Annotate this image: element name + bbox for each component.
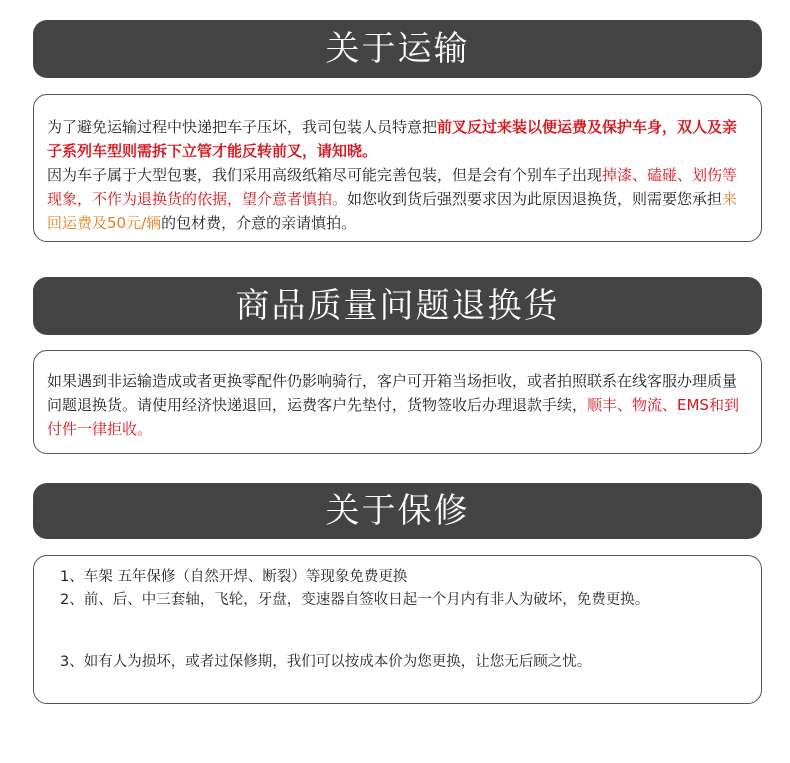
warranty-notice-box [33,555,762,704]
section-header-warranty [33,483,762,539]
warranty-item-2: 2、前、后、中三套轴，飞轮，牙盘，变速器自签收日起一个月内有非人为破坏，免费更换。 [60,592,650,608]
warranty-item-3: 3、如有人为损坏，或者过保修期，我们可以按成本价为您更换，让您无后顾之忧。 [60,654,592,670]
shipping-highlight-fork: 前叉反过来装以便运费及保护车身，双人及亲子系列车型则需拆下立管才能反转前叉，请知晓。 [47,118,738,160]
section-title-returns: 商品质量问题退换货 [235,286,560,326]
returns-paragraph [47,369,745,441]
warranty-item-1: 1、车架 五年保修（自然开焊、断裂）等现象免费更换 [60,569,408,585]
section-title-warranty: 关于保修 [325,491,470,531]
returns-text: 如果遇到非运输造成或者更换零配件仍影响骑行，客户可开箱当场拒收，或者拍照联系在线客服办理质量问题退换货。请使用经济快递退回，运费客户先垫付，货物签收后办理退款手续， [47,372,738,414]
shipping-text-d: 的包材费，介意的亲请慎拍。 [161,214,357,232]
shipping-notice-box [33,94,762,242]
shipping-highlight-fee: 来回运费及50元/辆 [47,190,738,232]
shipping-highlight-damage: 掉漆、磕碰、划伤等现象，不作为退换货的依据，望介意者慎拍。 [47,166,738,208]
shipping-text-c: 如您收到货后强烈要求因为此原因退换货，则需要您承担 [347,190,723,208]
section-header-shipping [33,20,762,78]
section-header-returns [33,277,762,335]
returns-highlight-rejected: 顺丰、物流、EMS和到付件一律拒收。 [47,396,739,438]
shipping-text-a: 为了避免运输过程中快递把车子压坏，我司包装人员特意把 [47,118,438,136]
shipping-text-b: 因为车子属于大型包裹，我们采用高级纸箱尽可能完善包装，但是会有个别车子出现 [47,166,603,184]
returns-notice-box [33,350,762,454]
shipping-paragraph-2 [47,163,745,235]
section-title-shipping: 关于运输 [325,29,470,69]
shipping-paragraph-1 [47,115,745,163]
